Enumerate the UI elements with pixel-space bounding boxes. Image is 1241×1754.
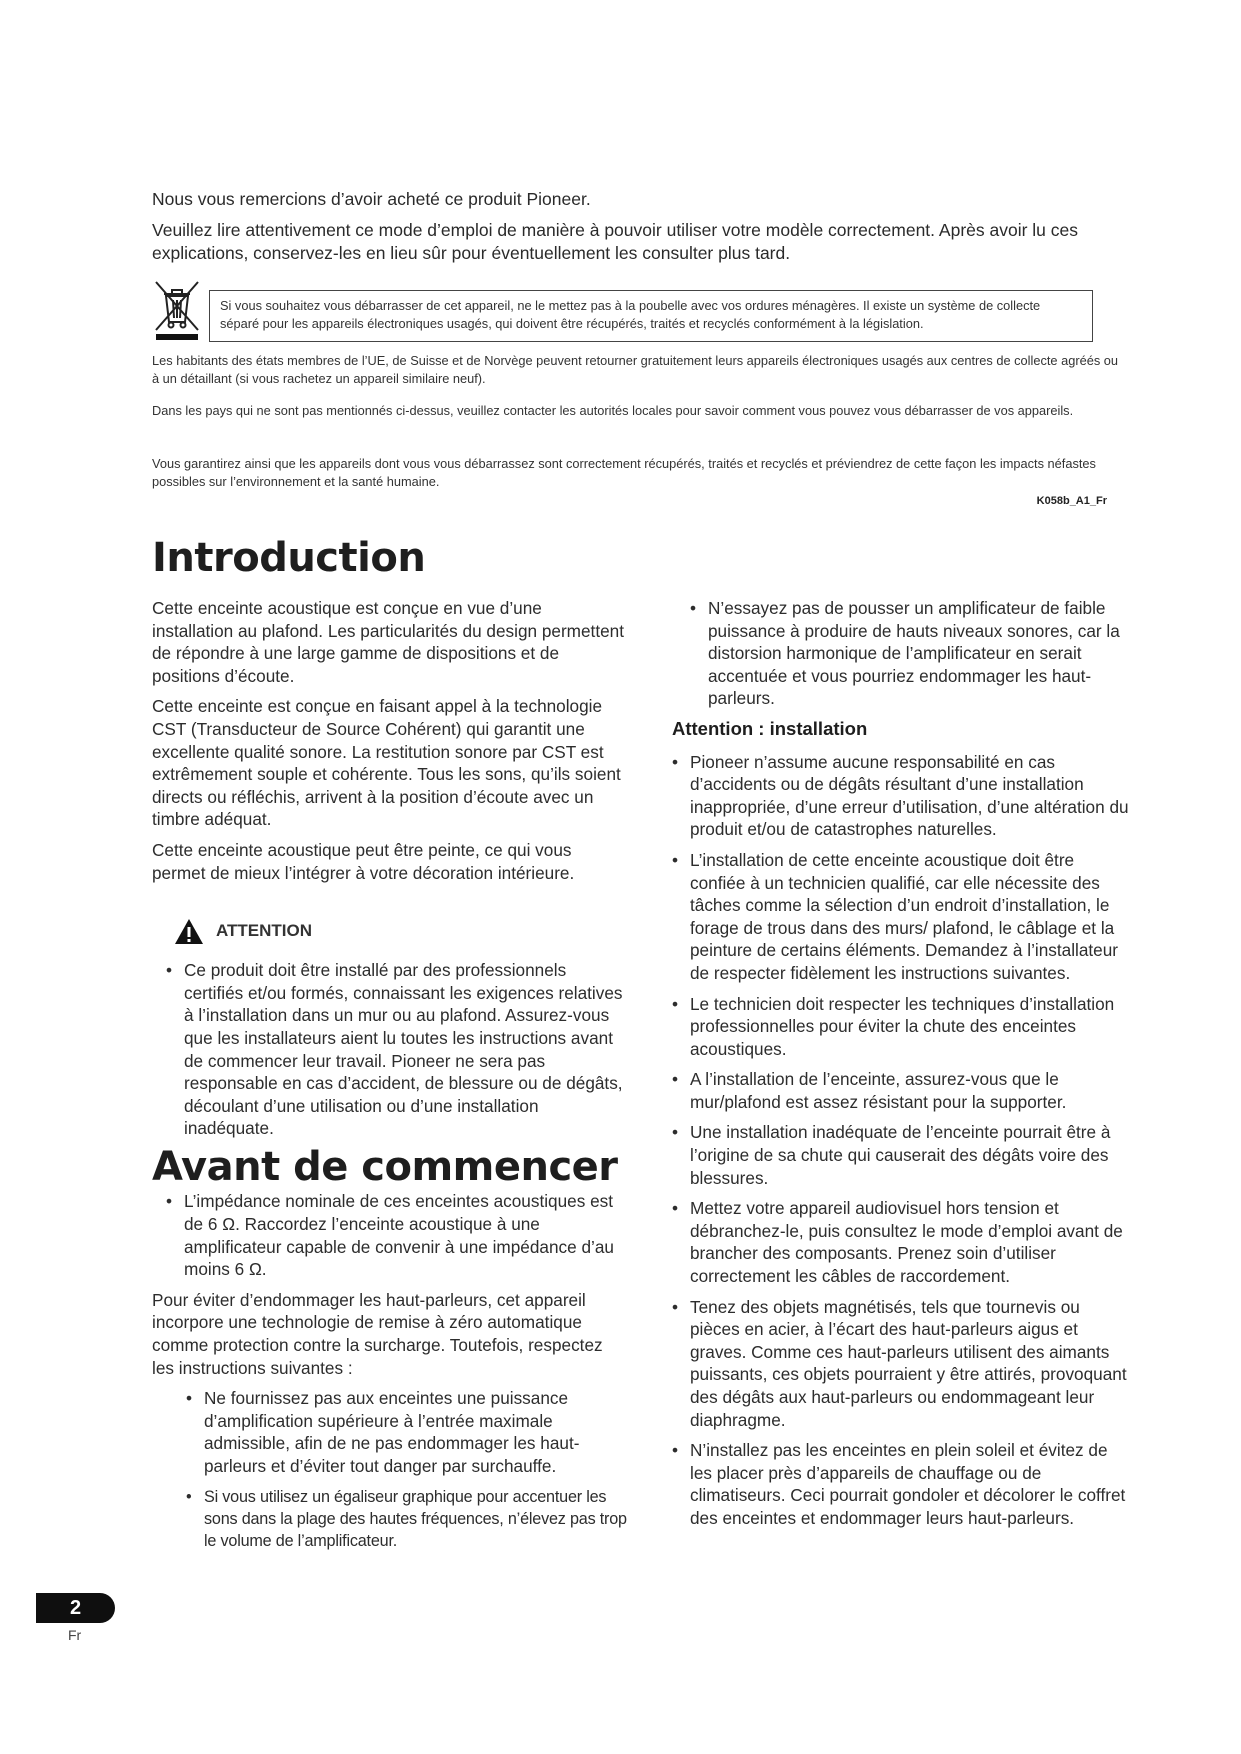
- intro-paragraph-1: Cette enceinte acoustique est conçue en vue d’une installation au plafond. Les particularités du design permettent de répondre à une large gamme de dispositions et de positions d’écoute.: [152, 598, 624, 686]
- page-language: Fr: [68, 1627, 82, 1643]
- installation-item: • A l’installation de l’enceinte, assurez-vous que le mur/plafond est assez résistant pour la supporter.: [672, 1068, 1132, 1113]
- installation-item: • N’installez pas les enceintes en plein soleil et évitez de les placer près d’appareils de chauffage ou de climatiseurs. Ceci pourrait gondoler et décolorer le coffret des enceintes et endommager leurs haut-parleurs.: [672, 1439, 1132, 1529]
- page-number: 2: [69, 1596, 82, 1619]
- installation-item: • Le technicien doit respecter les techniques d’installation professionnelles pour éviter la chute des enceintes acoustiques.: [672, 993, 1132, 1061]
- before-sub-list-continued: [690, 597, 1132, 710]
- page-number-tab: [36, 1593, 115, 1623]
- introduction-title: Introduction: [152, 535, 426, 581]
- read-notice: Veuillez lire attentivement ce mode d’emploi de manière à pouvoir utiliser votre modèle correctement. Après avoir lu ces explications, conservez-les en lieu sûr pour éventuellement les consulter plus tard.: [152, 220, 1079, 263]
- attention-label: ATTENTION: [216, 921, 313, 941]
- before-sub-list: [186, 1387, 627, 1551]
- installation-item: • Tenez des objets magnétisés, tels que tournevis ou pièces en acier, à l’écart des haut-parleurs aigus et graves. Comme ces haut-parleurs utilisent des aimants puissants, ces objets pourraient y être attirés, provoquant des dégâts aux haut-parleurs ou endommageant leur diaphragme.: [672, 1296, 1132, 1432]
- before-sub-item-2: • Si vous utilisez un égaliseur graphique pour accentuer les sons dans la plage des hautes fréquences, n’élevez pas trop le volume de l’amplificateur.: [186, 1486, 627, 1552]
- before-sub-item-1: • Ne fournissez pas aux enceintes une puissance d’amplification supérieure à l’entrée maximale admissible, afin de ne pas endommager les haut-parleurs et d’éviter tout danger par surchauffe.: [186, 1387, 627, 1477]
- installation-item: • Mettez votre appareil audiovisuel hors tension et débranchez-le, puis consultez le mode d’emploi avant de brancher des composants. Prenez soin d’utiliser correctement les câbles de raccordement.: [672, 1197, 1132, 1287]
- warning-triangle-icon: [174, 918, 204, 945]
- installation-item: • L’installation de cette enceinte acoustique doit être confiée à un technicien qualifié, car elle nécessite des tâches comme la sélection d’un endroit d’installation, le forage de trous dans des murs/ plafond, le câblage et la peinture de certains éléments. Demandez à l’installateur de respecter fidèlement les instructions suivantes.: [672, 849, 1132, 985]
- crossed-out-bin-icon: [152, 278, 202, 342]
- left-column: [152, 597, 627, 1560]
- intro-paragraph-2: Cette enceinte est conçue en faisant appel à la technologie CST (Transducteur de Source Cohérent) qui garantit une excellente qualité sonore. La restitution sonore par CST est extrêmement souple et cohérente. Tous les sons, qu’ils soient directs ou réfléchis, arrivent à la position d’écoute avec un timbre adéquat.: [152, 696, 621, 830]
- weee-paragraph-other: Dans les pays qui ne sont pas mentionnés ci-dessus, veuillez contacter les autorités locales pour savoir comment vous pouvez vous débarrasser de vos appareils.: [152, 403, 1074, 418]
- before-sub-item-3: • N’essayez pas de pousser un amplificateur de faible puissance à produire de hauts niveaux sonores, car la distorsion harmonique de l’amplificateur en serait accentuée et vous pourriez endommager les haut-parleurs.: [690, 597, 1132, 710]
- before-title: Avant de commencer: [152, 1143, 618, 1190]
- impedance-item: • L’impédance nominale de ces enceintes acoustiques est de 6 Ω. Raccordez l’enceinte acoustique à une amplificateur capable de convenir à une impédance d’au moins 6 Ω.: [166, 1190, 627, 1280]
- before-list: [166, 1190, 627, 1280]
- installation-list: [672, 751, 1132, 1530]
- installation-title: Attention : installation: [672, 717, 868, 739]
- reference-code: K058b_A1_Fr: [1036, 495, 1107, 507]
- weee-notice-box: Si vous souhaitez vous débarrasser de cet appareil, ne le mettez pas à la poubelle avec vos ordures ménagères. Il existe un système de collecte séparé pour les appareils électroniques usagés, qui doivent être récupérés, traités et recyclés conformément à la législation.: [209, 290, 1093, 342]
- intro-paragraph-3: Cette enceinte acoustique peut être peinte, ce qui vous permet de mieux l’intégrer à votre décoration intérieure.: [152, 839, 575, 883]
- weee-paragraph-guarantee: Vous garantirez ainsi que les appareils dont vous vous débarrassez sont correctement récupérés, traités et recyclés et préviendrez de cette façon les impacts néfastes possibles sur l’environnement et la santé humaine.: [152, 456, 1096, 489]
- right-column: [672, 597, 1132, 1538]
- thanks-text: Nous vous remercions d’avoir acheté ce produit Pioneer.: [152, 189, 591, 209]
- before-paragraph: Pour éviter d’endommager les haut-parleurs, cet appareil incorpore une technologie de remise à zéro automatique comme protection contre la surcharge. Toutefois, respectez les instructions suivantes :: [152, 1289, 603, 1378]
- installation-item: • Pioneer n’assume aucune responsabilité en cas d’accidents ou de dégâts résultant d’une installation inappropriée, d’une erreur d’utilisation, d’une altération du produit et/ou de catastrophes naturelles.: [672, 751, 1132, 841]
- weee-paragraph-eu: Les habitants des états membres de l’UE, de Suisse et de Norvège peuvent retourner gratuitement leurs appareils électroniques usagés aux centres de collecte agréés ou à un détaillant (si vous rachetez un appareil similaire neuf).: [152, 353, 1119, 386]
- attention-item: • Ce produit doit être installé par des professionnels certifiés et/ou formés, connaissant les exigences relatives à l’installation dans un mur ou au plafond. Assurez-vous que les installateurs aient lu toutes les instructions avant de commencer leur travail. Pioneer ne sera pas responsable en cas d’accident, de blessure ou de dégâts, découlant d’une utilisation ou d’une installation inadéquate.: [166, 959, 627, 1140]
- attention-list: [166, 959, 627, 1140]
- installation-item: • Une installation inadéquate de l’enceinte pourrait être à l’origine de sa chute qui causerait des dégâts voire des blessures.: [672, 1121, 1132, 1189]
- attention-header: [174, 918, 627, 945]
